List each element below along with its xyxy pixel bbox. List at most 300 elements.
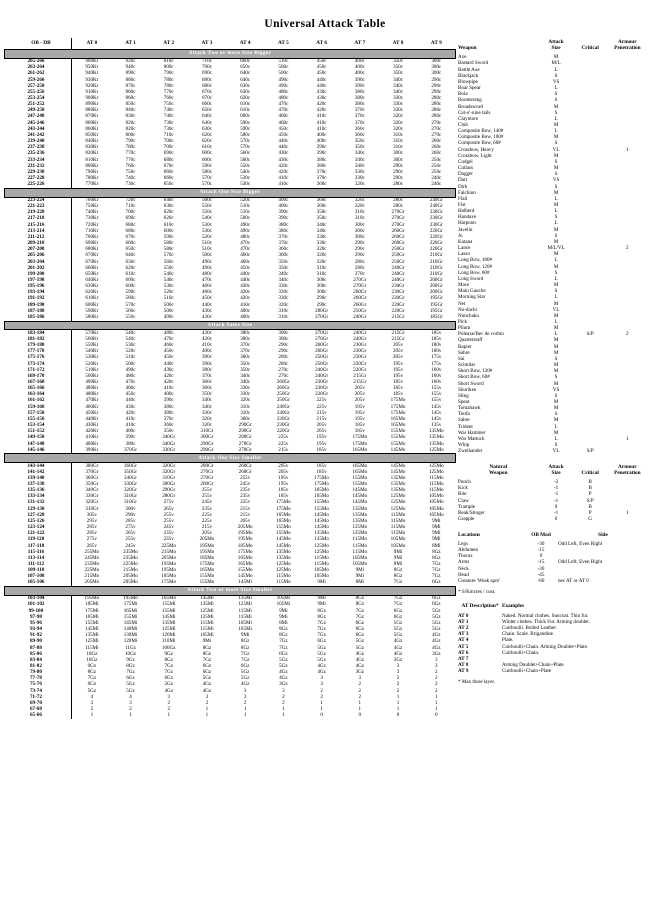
at-8-value: 290c — [393, 175, 403, 182]
ob-db-range: 213-214 — [5, 228, 72, 234]
at-3-value: 590c — [201, 162, 212, 169]
at-0-value: 225Mo — [84, 567, 100, 574]
at-5-value: 230Gr — [276, 422, 290, 429]
at-7-value: 390c — [354, 82, 365, 89]
at-5-value: 320c — [278, 301, 289, 308]
weapon-attack-size: S — [554, 158, 558, 165]
at-2-value: 550c — [163, 264, 174, 271]
at-5-value: 205v — [278, 462, 289, 469]
at-4-value: 260Gr — [238, 468, 252, 475]
at-8-value: 300c — [393, 156, 403, 163]
at-9-value: 240c — [431, 175, 442, 182]
at-5-value: 400c — [278, 203, 289, 210]
weapon-name: Whip — [458, 442, 470, 449]
table-row — [5, 595, 456, 602]
at-2-value: 670c — [163, 162, 174, 169]
natural-header-name — [458, 463, 539, 480]
page-title: Universal Attack Table — [264, 18, 386, 30]
ob-db-range: 237-238 — [5, 145, 72, 151]
at-6-value: 310c — [316, 264, 327, 271]
at-8-value: 9Mi — [393, 554, 403, 561]
at-9-value: 115Mo — [429, 480, 444, 487]
at-4-value: 440c — [240, 277, 251, 283]
at-8-value: 195v — [392, 360, 404, 367]
at-1-value: 670c — [125, 233, 136, 240]
at-5-value: 290c — [278, 348, 289, 355]
at-2-value: 700c — [163, 144, 174, 151]
ob-db-range: 107-108 — [5, 574, 72, 580]
weapon-name: Crossbow, Light — [458, 152, 492, 159]
section-band — [5, 454, 456, 463]
at-2-value: 760c — [163, 94, 174, 101]
at-1-value: 600c — [125, 283, 136, 290]
at-2-value: 8Gz — [164, 656, 173, 663]
at-5-value: 225v — [278, 434, 289, 441]
at-2-value: 4Gz — [164, 687, 173, 694]
at-3-value: 680c — [201, 82, 212, 89]
at-7-value: 125Mo — [352, 530, 368, 537]
natural-header-name-line2: Weapon — [488, 469, 508, 476]
at-7-value: 380c — [354, 101, 365, 108]
at-2-value: 155Mi — [161, 601, 176, 608]
at-3-value: 330c — [201, 409, 212, 416]
weapon-name: Dart — [458, 177, 468, 184]
ob-db-range: 135-136 — [5, 488, 72, 494]
at-3-value: 390c — [201, 354, 212, 361]
at-4-value: 145Mi — [238, 579, 252, 586]
natural-header-armour-penetration — [607, 463, 648, 480]
at-5-value: 195v — [278, 480, 289, 487]
locations-table-head — [458, 523, 648, 542]
at-6-value: 8Gz — [317, 607, 326, 614]
at-2-value: 470c — [163, 335, 174, 342]
at-9-value: 125Mo — [428, 462, 444, 469]
at-7-value: 205v — [354, 397, 365, 404]
weapon-name: Boomerang — [458, 97, 482, 104]
at-0-value: 6Gz — [87, 681, 97, 688]
at-description-level: AT 6 — [458, 649, 469, 656]
at-3-value: 155Mo — [199, 573, 215, 580]
weapon-attack-size: S — [554, 109, 558, 116]
at-9-value: 6Gz — [432, 579, 441, 586]
at-5-value: 125Mo — [276, 561, 291, 567]
at-0-value: 185Mi — [85, 601, 99, 608]
at-8-value: 230Gr — [391, 283, 405, 290]
table-row — [5, 463, 456, 470]
at-6-value: 290c — [316, 301, 327, 308]
weapon-name: Long Bow, 180# — [458, 257, 493, 264]
natural-weapon-name: Kick — [458, 485, 468, 492]
at-8-value: 175Mo — [390, 397, 406, 404]
at-2-value: 255v — [163, 511, 174, 518]
at-1-value: 630c — [125, 258, 136, 265]
at-9-value: 230Gr — [429, 215, 443, 222]
at-7-value: 9Mi — [355, 567, 365, 574]
at-9-value: 4Gz — [432, 632, 441, 639]
weapon-attack-size: L — [554, 423, 558, 430]
at-6-value: 5Gz — [317, 650, 326, 657]
at-4-value: 610c — [240, 101, 251, 108]
ob-db-range: 117-118 — [5, 543, 72, 549]
at-1-value: 310Gr — [123, 499, 137, 506]
at-7-value: 175Mo — [352, 440, 368, 447]
at-6-value: 410c — [316, 119, 327, 126]
at-5-value: 8Mi — [279, 619, 288, 626]
at-0-value: 860Kr — [85, 125, 99, 132]
at-8-value: 350c — [393, 58, 403, 65]
at-9-value: 270c — [431, 119, 442, 126]
at-5-value: 350c — [278, 258, 289, 265]
at-1-value: 550c — [125, 313, 136, 320]
at-7-value: 115Mo — [352, 536, 368, 543]
weapon-name: Lance — [458, 245, 471, 252]
at-2-value: 660c — [163, 168, 174, 175]
at-1-value: 640c — [125, 252, 136, 259]
at-9-value: 1 — [435, 699, 438, 706]
at-6-value: 290c — [316, 295, 327, 302]
natural-weapon-name: Bite — [458, 491, 467, 498]
section-band-label: Attack Two or more Size Bigger — [5, 50, 456, 59]
at-7-value: 330c — [354, 175, 365, 182]
at-9-value: 135Mo — [428, 434, 444, 441]
at-3-value: 235v — [201, 505, 213, 512]
at-6-value: 7Gz — [317, 626, 326, 633]
ob-db-range: 231-232 — [5, 163, 72, 169]
at-5-value: 300c — [278, 329, 289, 336]
at-2-value: 195Mo — [161, 567, 177, 574]
at-8-value: 330c — [393, 107, 403, 114]
location-name: Thorax — [458, 553, 473, 560]
at-5-value: 290c — [278, 342, 289, 349]
at-3-value: 185Mo — [199, 554, 215, 561]
at-7-value: 270Gr — [353, 283, 367, 290]
at-2-value: 5Gz — [164, 681, 173, 688]
at-2-value: 280Gr — [162, 493, 176, 500]
at-9-value: 3 — [435, 656, 438, 663]
at-9-value: 240Gr — [429, 196, 443, 203]
at-8-value: 125Mo — [390, 493, 406, 500]
at-5-value: 5Gz — [279, 656, 288, 663]
at-1-value: 540c — [125, 335, 136, 342]
at-description-level: AT 9 — [458, 668, 469, 675]
at-4-value: 490c — [240, 221, 251, 228]
at-2-value: 195Mo — [161, 561, 177, 567]
weapon-attack-size: M — [553, 134, 559, 141]
at-9-value: 210Gr — [429, 258, 443, 265]
at-9-value: 4Gz — [432, 644, 441, 651]
at-8-value: 310c — [393, 144, 403, 151]
at-9-value: 300c — [431, 64, 442, 71]
ob-db-range: 89-90 — [5, 639, 72, 645]
spacer-cell — [458, 595, 648, 603]
weapon-attack-size: L — [554, 331, 558, 338]
weapon-attack-size: M — [553, 429, 559, 436]
at-6-value: 7Gz — [317, 632, 326, 639]
at-5-value: 370c — [278, 233, 289, 240]
weapon-attack-size: M — [553, 380, 559, 387]
at-6-value: 105Mo — [314, 567, 329, 574]
at-3-value: 145Mi — [200, 595, 214, 602]
at-7-value: 380c — [354, 94, 365, 101]
at-7-value: 6Gz — [355, 619, 365, 626]
at-0-value: 820Kr — [85, 150, 99, 157]
at-8-value: 8Gz — [393, 567, 403, 574]
natural-weapon-name: Trample — [458, 503, 476, 510]
at-2-value: 120Mi — [161, 632, 176, 639]
ob-db-range: 87-88 — [5, 645, 72, 651]
at-5-value: 380c — [278, 227, 289, 234]
at-2-value: 570c — [163, 252, 174, 259]
at-3-value: 1 — [205, 712, 209, 719]
at-0-value: 900Kr — [85, 94, 99, 101]
at-7-value: 215Gr — [353, 378, 367, 385]
at-6-value: 410c — [316, 113, 327, 120]
at-0-value: 960Kr — [85, 58, 99, 65]
ob-db-range: 243-244 — [5, 126, 72, 132]
at-5-value: 4Gz — [279, 675, 288, 682]
natural-weapon-header-row — [458, 463, 648, 480]
at-6-value: 360c — [316, 196, 327, 203]
at-5-value: 330c — [278, 289, 289, 296]
at-1-value: 3 — [129, 699, 132, 706]
at-9-value: 185v — [431, 335, 442, 342]
ob-db-range: 69-70 — [5, 701, 72, 707]
at-5-value: 430c — [278, 150, 289, 157]
at-0-value: 195Mo — [84, 595, 100, 602]
locations-footnote: * S/Kmcres / cust. — [458, 588, 496, 595]
at-4-value: 270Gr — [238, 440, 252, 447]
at-0-value: 790Kr — [85, 168, 99, 175]
at-3-value: 320c — [201, 415, 212, 422]
at-4-value: 520c — [240, 196, 251, 203]
at-3-value: 175Mo — [199, 561, 215, 567]
ob-db-range: 71-72 — [5, 694, 72, 700]
at-0-value: 950Kr — [85, 64, 99, 71]
at-8-value: 230Gr — [391, 289, 405, 296]
ob-db-range: 177-178 — [5, 349, 72, 355]
at-7-value: 0 — [358, 712, 362, 719]
location-ob-mod: -30 — [537, 565, 545, 572]
at-6-value: 115Mo — [314, 561, 329, 567]
at-7-value: 105Mo — [352, 554, 368, 561]
at-4-value: 590c — [240, 119, 251, 126]
at-2-value: 155Mi — [161, 607, 176, 614]
at-description-header-examples: Examples — [502, 603, 525, 610]
at-description-example: Naked. Normal clothes. Suncoat. Thin fur. — [502, 612, 589, 619]
weapon-name: Handaxe — [458, 214, 477, 221]
at-9-value: 290c — [431, 76, 442, 83]
at-8-value: 155Mo — [390, 440, 406, 447]
at-2-value: 255v — [163, 517, 174, 524]
at-5-value: 280c — [278, 354, 289, 361]
at-1-value: 140Mi — [123, 626, 138, 633]
at-5-value: 3Gz — [279, 681, 288, 688]
weapon-attack-size: S — [554, 171, 558, 178]
at-9-value: 260c — [431, 144, 442, 151]
at-4-value: 255v — [240, 474, 251, 481]
at-5-value: 4Gz — [279, 669, 288, 676]
at-7-value: 165Mo — [352, 468, 368, 475]
at-7-value: 8Gz — [355, 595, 365, 602]
at-5-value: 185v — [278, 487, 289, 494]
ob-db-range: 75-76 — [5, 682, 72, 688]
at-8-value: 340c — [393, 88, 403, 95]
at-0-value: 800Kr — [85, 162, 99, 169]
weapon-name: Composite Bow, 140# — [458, 128, 504, 135]
at-1-value: 225Mo — [123, 561, 138, 567]
at-1-value: 195Mo — [123, 595, 138, 602]
weapon-name: Pilum — [458, 325, 471, 332]
at-5-value: 105Mi — [276, 595, 291, 602]
weapon-attack-size: L — [554, 195, 558, 202]
at-7-value: 360c — [354, 131, 365, 138]
at-5-value: 470c — [278, 107, 289, 114]
at-9-value: 260c — [431, 138, 442, 145]
location-name: Abdomen — [458, 547, 479, 554]
at-2-value: 560c — [163, 258, 174, 265]
at-3-value: 580c — [201, 168, 212, 175]
at-3-value: 680c — [201, 76, 212, 83]
at-1-value: 290v — [125, 511, 136, 518]
at-9-value: 3 — [435, 662, 438, 669]
ob-db-range: 105-106 — [5, 580, 72, 587]
at-1-value: 360Gr — [123, 462, 137, 469]
at-1-value: 430c — [125, 403, 136, 410]
at-8-value: 260Gr — [391, 233, 405, 240]
at-7-value: 320c — [354, 203, 365, 210]
at-description-example: Arming Doublet+Chain+Plate — [502, 661, 564, 668]
at-3-value: 255v — [201, 487, 213, 494]
natural-attack-size: -1 — [553, 485, 559, 492]
weapon-attack-size: M — [553, 368, 559, 375]
attack-table-header-at-4: AT 4 — [239, 40, 251, 46]
at-8-value: 340c — [393, 76, 403, 83]
at-8-value: 7Gz — [393, 601, 403, 608]
natural-weapon-table-head — [458, 455, 648, 480]
at-5-value: 175Mo — [276, 505, 291, 512]
at-5-value: 490c — [278, 76, 289, 83]
weapon-name: Main Gauche — [458, 288, 486, 295]
ob-db-range: 221-222 — [5, 204, 72, 210]
at-4-value: 155Mo — [237, 567, 253, 574]
at-9-value: 230Gr — [429, 209, 443, 216]
at-1-value: 750c — [125, 168, 136, 175]
at-1-value: 400c — [125, 428, 136, 435]
at-1-value: 740c — [125, 175, 136, 182]
at-6-value: 215v — [316, 415, 327, 422]
natural-header-attack-size — [539, 463, 574, 480]
at-0-value: 10Gz — [86, 650, 98, 657]
at-9-value: 200Gr — [429, 289, 443, 296]
weapon-attack-size: L — [554, 85, 558, 92]
at-2-value: 290Gr — [162, 487, 176, 494]
weapon-name: Composite Bow, 60# — [458, 140, 501, 147]
at-7-value: 400c — [354, 58, 365, 65]
at-9-value: 2 — [435, 681, 438, 688]
at-1-value: 370Gr — [123, 446, 137, 453]
at-3-value: 560c — [201, 196, 212, 203]
at-8-value: 135Mo — [390, 487, 406, 494]
weapon-name: Dirk — [458, 183, 468, 190]
at-3-value: 245v — [201, 499, 213, 506]
table-row — [5, 713, 456, 719]
at-2-value: 2 — [167, 699, 170, 706]
ob-db-range: 157-158 — [5, 410, 72, 416]
attack-table-header-at-0: AT 0 — [86, 40, 98, 46]
ob-db-range: 121-122 — [5, 531, 72, 537]
at-description-level: AT 4 — [458, 637, 469, 644]
at-3-value: 4Gz — [202, 681, 212, 688]
at-6-value: 430c — [316, 94, 327, 101]
weapon-name: War Hammer — [458, 429, 486, 436]
at-7-value: 220Gr — [353, 360, 367, 367]
at-4-value: 530c — [240, 181, 251, 188]
at-0-value: 930Kr — [85, 76, 99, 83]
at-9-value: 7Gz — [432, 561, 441, 567]
at-2-value: 390c — [163, 397, 174, 404]
at-4-value: 1 — [243, 706, 247, 713]
natural-attack-size: -2 — [553, 479, 559, 486]
at-0-value: 710Kr — [85, 227, 99, 234]
at-1-value: 850c — [125, 101, 136, 108]
at-8-value: 5Gz — [393, 632, 403, 639]
attack-table-head — [5, 38, 456, 50]
at-6-value: 205v — [316, 422, 327, 429]
at-4-value: 260Gr — [238, 462, 252, 469]
at-1-value: 860c — [125, 88, 136, 95]
weapon-attack-size: M — [553, 362, 559, 369]
at-4-value: 5Gz — [240, 675, 250, 682]
at-0-value: 7Gz — [87, 675, 97, 682]
at-6-value: 105Mo — [314, 573, 329, 580]
natural-header-ap-line2: Penetration — [614, 469, 641, 476]
at-3-value: 270Gr — [200, 474, 214, 481]
location-name: Arms — [458, 559, 470, 566]
at-3-value: 125Mi — [200, 613, 214, 620]
natural-weapon-name: Grapple — [458, 516, 475, 522]
at-7-value: 390c — [354, 76, 365, 83]
weapon-armour-penetration: 2 — [626, 245, 629, 252]
at-1-value: 590c — [125, 289, 136, 296]
at-2-value: 7Gz — [164, 662, 173, 669]
at-8-value: 320c — [393, 125, 403, 132]
at-8-value: 260Gr — [391, 240, 405, 247]
at-7-value: 2 — [358, 693, 362, 700]
at-8-value: 8Mi — [393, 561, 403, 567]
at-0-value: 430Kr — [85, 422, 99, 429]
ob-db-range: 191-192 — [5, 296, 72, 302]
at-4-value: 630c — [240, 88, 251, 95]
at-5-value: 220Gr — [276, 428, 290, 435]
at-1-value: 860c — [125, 94, 136, 101]
at-7-value: 280c — [354, 258, 365, 265]
attack-table-header-at-1: AT 1 — [125, 40, 136, 46]
at-9-value: 210Gr — [429, 252, 443, 259]
at-0-value: 305v — [86, 511, 97, 518]
weapon-attack-size: L — [554, 275, 558, 282]
ob-db-range: 193-194 — [5, 290, 72, 296]
ob-db-range: 205-206 — [5, 253, 72, 259]
weapon-name: Mace — [458, 282, 470, 289]
at-5-value: 360c — [278, 246, 289, 253]
at-7-value: 7Gz — [355, 607, 365, 614]
ob-db-range: 77-78 — [5, 676, 72, 682]
at-8-value: 195v — [392, 372, 404, 379]
at-9-value: 145v — [431, 409, 442, 416]
weapon-attack-size: S — [554, 183, 558, 190]
at-1-value: 175Mi — [123, 601, 138, 608]
at-6-value: 270Gr — [315, 335, 329, 342]
